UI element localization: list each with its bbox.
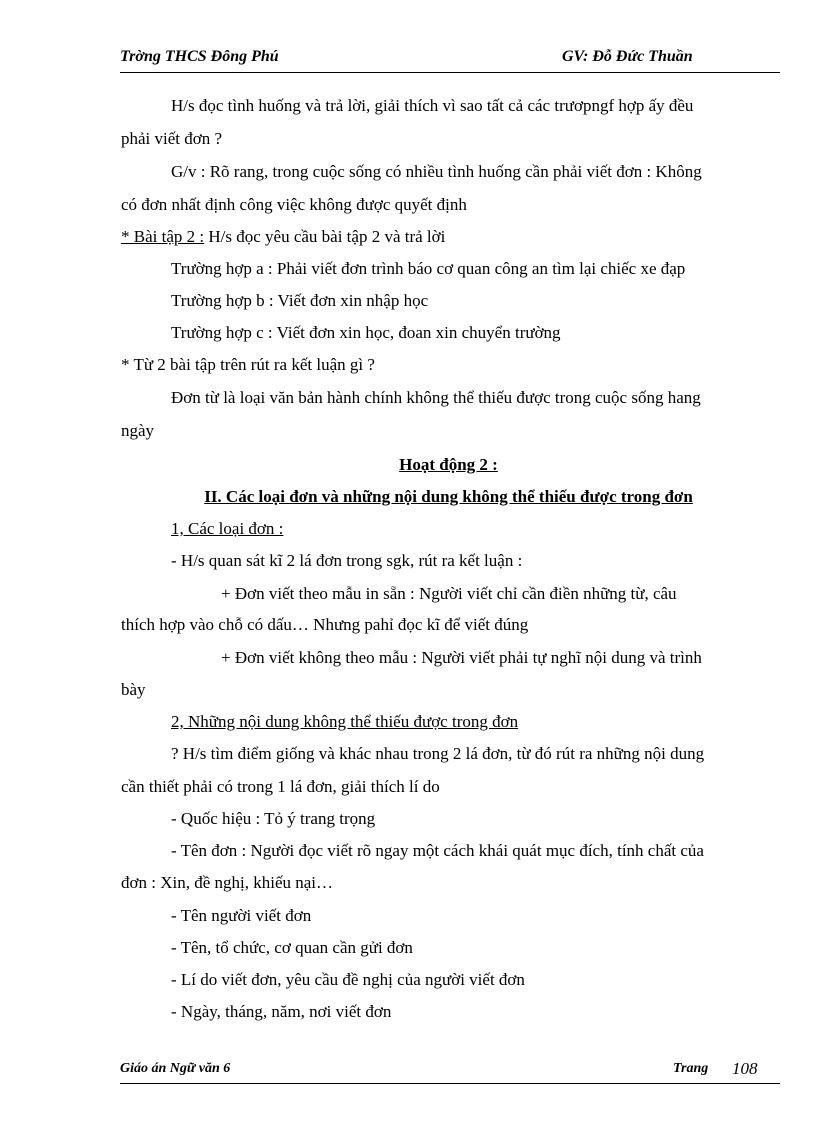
paragraph-line: Trường hợp b : Viết đơn xin nhập học: [171, 291, 429, 310]
subsection-heading: 2, Những nội dung không thể thiếu được trong đơn: [171, 712, 519, 731]
paragraph-line: + Đơn viết theo mẫu in sẵn : Người viết chỉ cần điền những từ, câu: [221, 584, 677, 603]
subsection-heading: 1, Các loại đơn :: [171, 519, 284, 538]
paragraph-line: Trường hợp c : Viết đơn xin học, đoan xin chuyển trường: [171, 323, 561, 342]
school-name: Trờng THCS Đông Phú: [120, 48, 279, 65]
paragraph-line: phải viết đơn ?: [121, 129, 223, 148]
paragraph-line: Đơn từ là loại văn bản hành chính không thể thiếu được trong cuộc sống hang: [171, 388, 701, 407]
exercise-2-label: * Bài tập 2 :: [121, 227, 205, 246]
page-number: 108: [732, 1059, 758, 1078]
paragraph-line: * Từ 2 bài tập trên rút ra kết luận gì ?: [121, 355, 375, 374]
paragraph-line: bày: [121, 680, 146, 699]
teacher-name: GV: Đỗ Đức Thuần: [562, 48, 693, 65]
paragraph-line: - H/s quan sát kĩ 2 lá đơn trong sgk, rút ra kết luận :: [171, 551, 523, 570]
activity-heading: Hoạt động 2 :: [399, 455, 498, 474]
book-title: Giáo án Ngữ văn 6: [120, 1061, 231, 1076]
paragraph-line: ngày: [121, 421, 155, 440]
paragraph-line: thích hợp vào chỗ có dấu… Nhưng pahỉ đọc kĩ để viết đúng: [121, 615, 529, 634]
page-header: [120, 44, 780, 73]
paragraph-line: cần thiết phải có trong 1 lá đơn, giải thích lí do: [121, 777, 440, 796]
paragraph-line: - Quốc hiệu : Tỏ ý trang trọng: [171, 809, 376, 828]
paragraph-line: - Lí do viết đơn, yêu cầu đề nghị của người viết đơn: [171, 970, 525, 989]
exercise-heading: [121, 225, 445, 249]
paragraph-line: đơn : Xin, đề nghị, khiếu nại…: [121, 873, 334, 892]
paragraph-line: - Tên, tổ chức, cơ quan cần gửi đơn: [171, 938, 413, 957]
section-heading: II. Các loại đơn và những nội dung không thể thiếu được trong đơn: [204, 487, 693, 506]
page-label: Trang: [673, 1061, 709, 1076]
paragraph-line: H/s đọc tình huống và trả lời, giải thích vì sao tất cả các trươpngf hợp ấy đều: [171, 96, 694, 115]
paragraph-line: có đơn nhất định công việc không được quyết định: [121, 195, 467, 214]
paragraph-line: Trường hợp a : Phải viết đơn trình báo cơ quan công an tìm lại chiếc xe đạp: [171, 259, 686, 278]
paragraph-line: + Đơn viết không theo mẫu : Người viết phải tự nghĩ nội dung và trình: [221, 648, 702, 667]
page-footer: [120, 1053, 780, 1084]
exercise-2-text: H/s đọc yêu cầu bài tập 2 và trả lời: [204, 227, 446, 246]
paragraph-line: G/v : Rõ rang, trong cuộc sống có nhiều tình huống cần phải viết đơn : Không: [171, 162, 702, 181]
paragraph-line: - Tên người viết đơn: [171, 906, 312, 925]
paragraph-line: - Tên đơn : Người đọc viết rõ ngay một cách khái quát mục đích, tính chất của: [171, 841, 704, 860]
paragraph-line: ? H/s tìm điểm giống và khác nhau trong 2 lá đơn, từ đó rút ra những nội dung: [171, 744, 705, 763]
paragraph-line: - Ngày, tháng, năm, nơi viết đơn: [171, 1002, 392, 1021]
